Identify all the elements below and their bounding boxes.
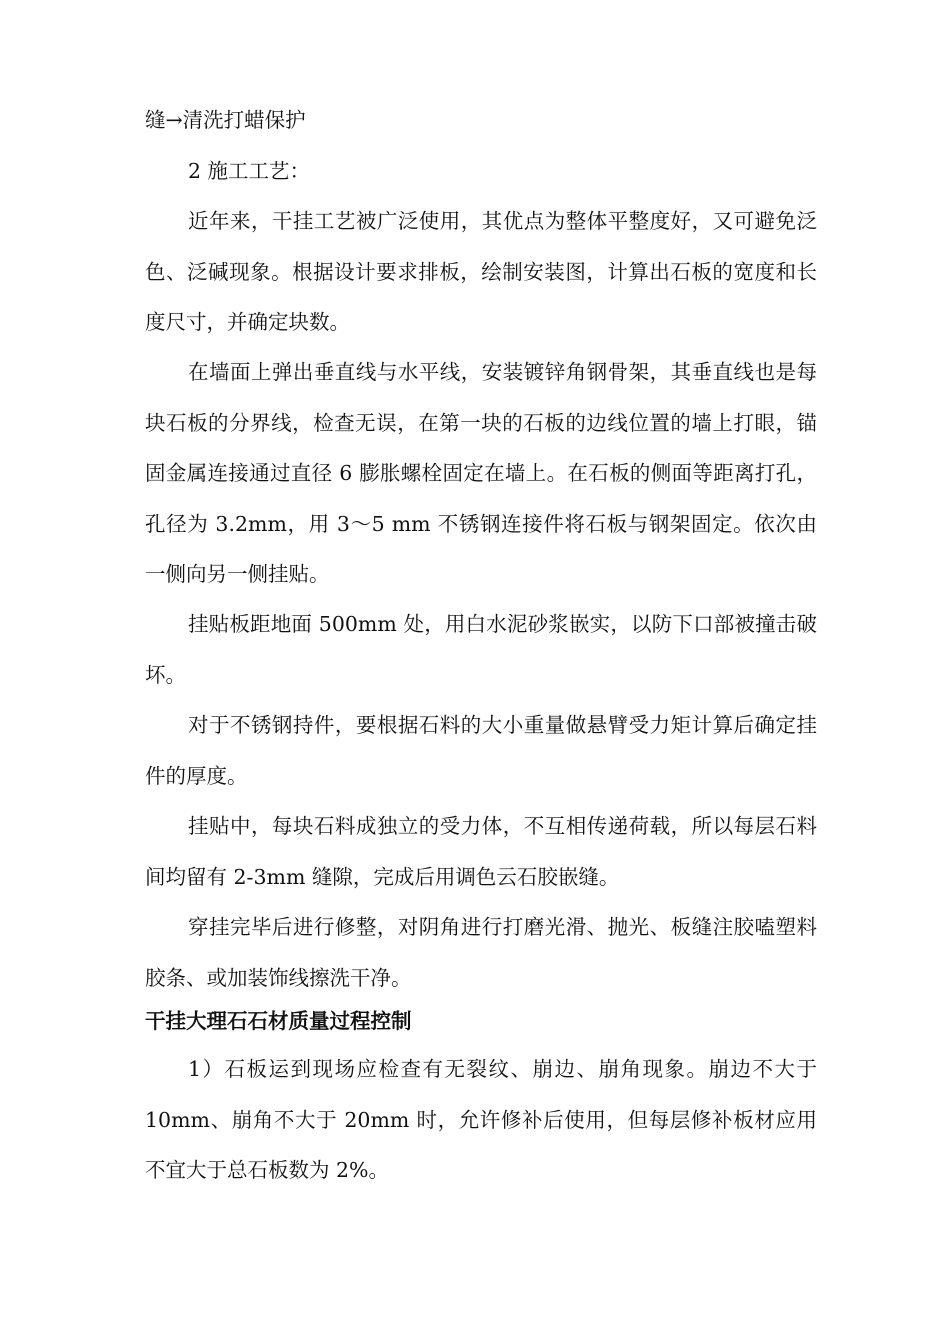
- paragraph-quality-item-1: 1）石板运到现场应检查有无裂纹、崩边、崩角现象。崩边不大于 10mm、崩角不大于 20mm 时，允许修补后使用，但每层修补板材应用不宜大于总石板数为 2%。: [145, 1057, 817, 1182]
- paragraph-independent-load: 挂贴中，每块石料成独立的受力体，不互相传递荷载，所以每层石料间均留有 2-3mm 缝隙，完成后用调色云石胶嵌缝。: [145, 814, 817, 889]
- section-heading-quality-control: 干挂大理石石材质量过程控制: [145, 1009, 412, 1033]
- paragraph-process-end: 缝→清洗打蜡保护: [145, 108, 306, 132]
- paragraph-construction-technique-title: 2 施工工艺：: [188, 159, 311, 183]
- paragraph-wall-marking: 在墙面上弹出垂直线与水平线，安装镀锌角钢骨架，其垂直线也是每块石板的分界线，检查无误，在第一块的石板的边线位置的墙上打眼，锚固金属连接通过直径 6 膨胀螺栓固定在墙上。在石板的侧面等距离打孔，孔径为 3.2mm，用 3～5 mm 不锈钢连接件将石板与钢架固定。依次由一侧向另一侧挂贴。: [145, 360, 817, 586]
- paragraph-finishing: 穿挂完毕后进行修整，对阴角进行打磨光滑、抛光、板缝注胶嗑塑料胶条、或加装饰线擦洗干净。: [145, 915, 817, 990]
- paragraph-dry-hanging-intro: 近年来，干挂工艺被广泛使用，其优点为整体平整度好，又可避免泛色、泛碱现象。根据设计要求排板，绘制安装图，计算出石板的宽度和长度尺寸，并确定块数。: [145, 209, 817, 334]
- paragraph-stainless-fittings: 对于不锈钢持件，要根据石料的大小重量做悬臂受力矩计算后确定挂件的厚度。: [145, 713, 817, 788]
- paragraph-base-filling: 挂贴板距地面 500mm 处，用白水泥砂浆嵌实，以防下口部被撞击破坏。: [145, 612, 817, 687]
